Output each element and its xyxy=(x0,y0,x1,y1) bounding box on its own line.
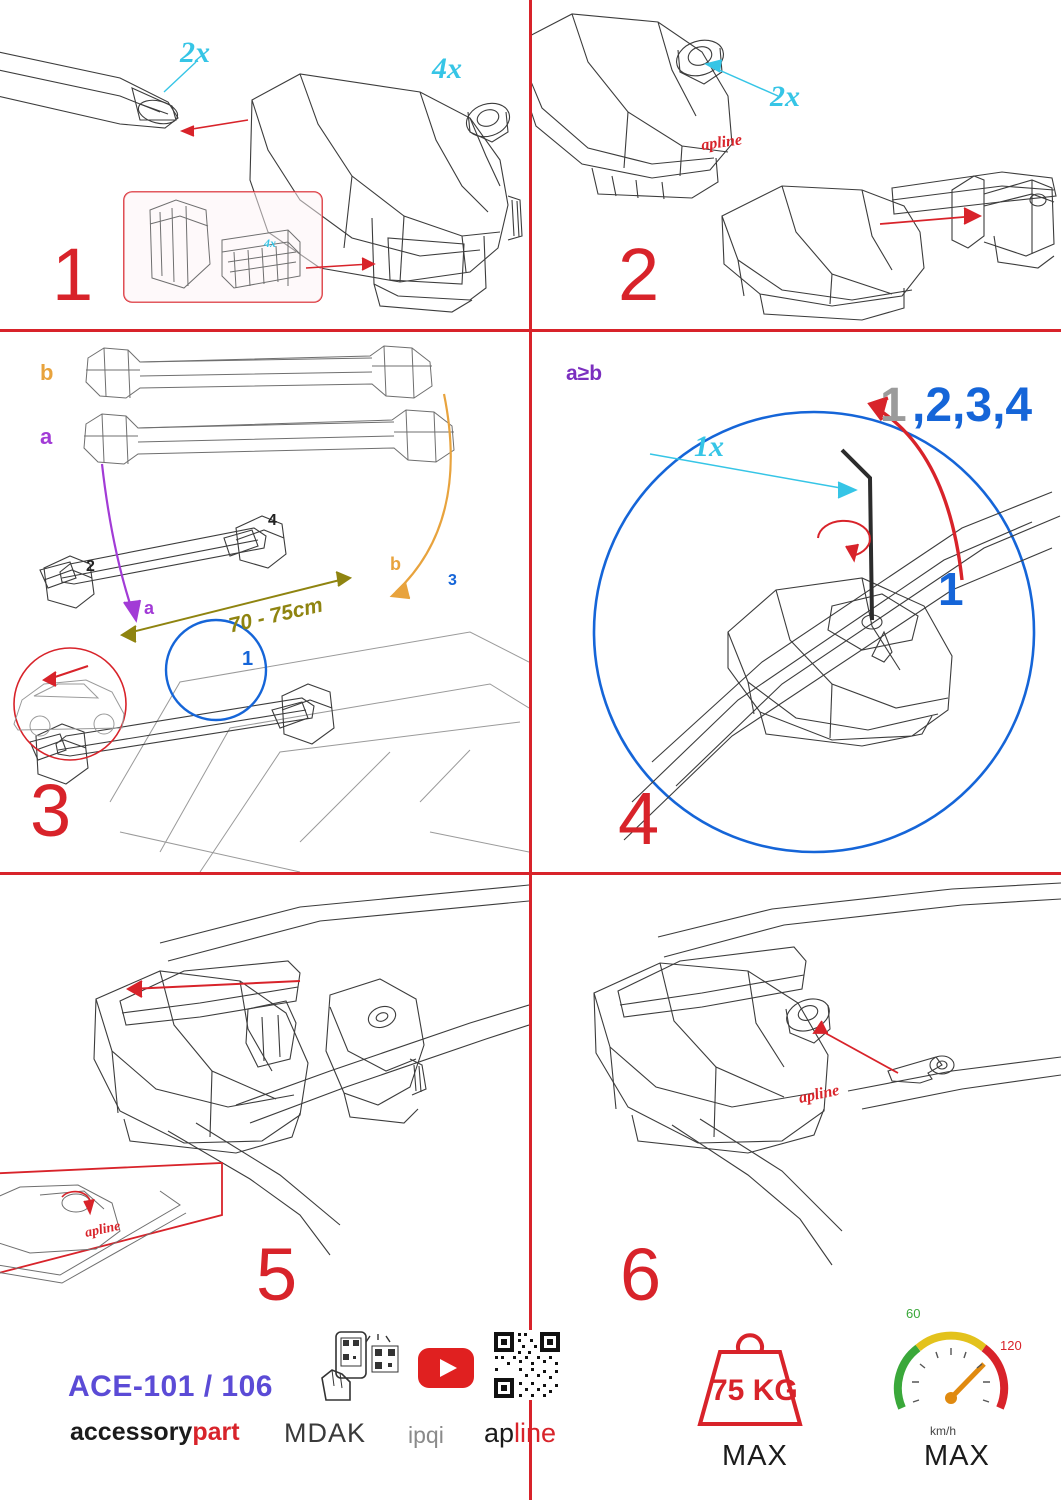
label-bar-a: a xyxy=(40,424,53,449)
callout-2x-step2: 2x xyxy=(770,80,800,113)
qr-hand-icon xyxy=(320,1330,406,1404)
brand-ap-text: ap xyxy=(484,1418,515,1448)
brand-apline xyxy=(484,1418,556,1449)
label-arrow-a: a xyxy=(144,598,155,618)
label-a-ge-b: a≥b xyxy=(566,362,603,385)
weight-value: 75 KG xyxy=(711,1374,798,1407)
callout-2x-step1: 2x xyxy=(180,36,210,69)
product-code: ACE-101 / 106 xyxy=(68,1370,273,1403)
mark-4: 4 xyxy=(268,512,277,529)
brand-mdak: MDAK xyxy=(284,1418,367,1448)
speed-unit-label: km/h xyxy=(930,1424,957,1438)
mark-3: 3 xyxy=(448,572,457,589)
step-number-2: 2 xyxy=(618,233,661,316)
sequence-first: 1 xyxy=(880,379,907,432)
callout-4x-step1: 4x xyxy=(432,52,462,85)
step-number-1: 1 xyxy=(52,233,95,316)
callout-1x-step4: 1x xyxy=(694,430,724,463)
brand-accessory-text: accessory xyxy=(70,1418,193,1446)
turn-order-label: 1 xyxy=(938,563,964,615)
step-3-illustration xyxy=(0,332,529,872)
speedometer-icon xyxy=(888,1316,1014,1436)
brand-part-text: part xyxy=(192,1418,240,1446)
step-number-5: 5 xyxy=(256,1233,299,1316)
youtube-icon[interactable] xyxy=(418,1348,474,1390)
weight-max-label: MAX xyxy=(722,1440,788,1472)
speed-max-label: MAX xyxy=(924,1440,990,1472)
step-2-illustration xyxy=(532,0,1061,329)
step-6-illustration xyxy=(532,875,1061,1315)
dimension-label: 70 - 75cm xyxy=(226,593,325,638)
mark-2: 2 xyxy=(86,558,95,575)
brand-accessorypart xyxy=(70,1418,240,1447)
label-arrow-b: b xyxy=(390,554,401,574)
mark-1: 1 xyxy=(242,648,254,670)
gauge-tick-120: 120 xyxy=(1000,1338,1022,1353)
step-number-4: 4 xyxy=(618,777,661,860)
step-number-6: 6 xyxy=(620,1233,663,1316)
svg-text:apline: apline xyxy=(700,131,744,154)
svg-text:apline: apline xyxy=(83,1218,122,1241)
brand-ipqi: ipqi xyxy=(408,1422,444,1448)
label-bar-b: b xyxy=(40,360,54,385)
svg-text:apline: apline xyxy=(797,1081,841,1107)
qr-code-icon xyxy=(492,1330,562,1400)
brand-line-text: line xyxy=(514,1418,557,1448)
svg-text:4x: 4x xyxy=(264,236,276,250)
step-number-3: 3 xyxy=(30,769,73,852)
sequence-rest: ,2,3,4 xyxy=(912,379,1033,432)
gauge-tick-60: 60 xyxy=(906,1306,921,1321)
